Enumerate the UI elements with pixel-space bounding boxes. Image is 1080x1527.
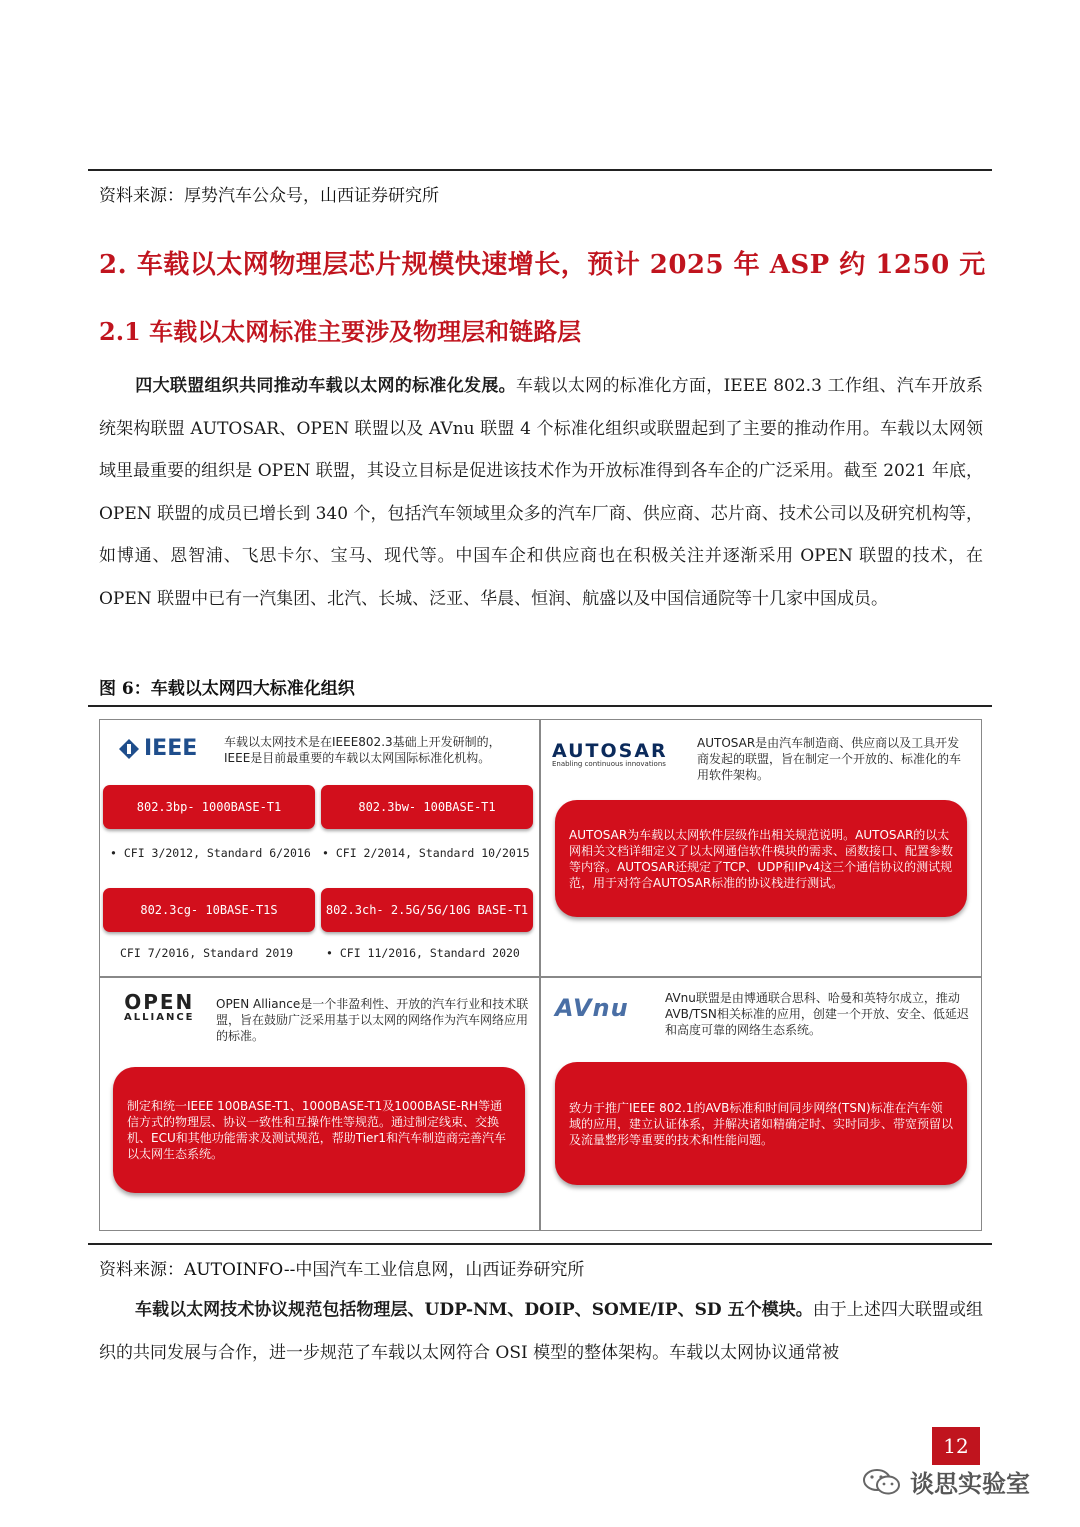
- avnu-description: AVnu联盟是由博通联合思科、哈曼和英特尔成立，推动AVB/TSN相关标准的应用，创建一个开放、安全、低延迟和高度可靠的网络生态系统。: [665, 991, 969, 1037]
- figure-top-rule: [88, 705, 992, 707]
- ieee-note-802-3bp: • CFI 3/2012, Standard 6/2016: [110, 846, 311, 860]
- paragraph-2-body: 由于上述四大联盟或组织的共同发展与合作，进一步规范了车载以太网符合 OSI 模型的整体架构。车载以太网协议通常被: [99, 1300, 983, 1363]
- open-alliance-description: OPEN Alliance是一个非盈利性、开放的汽车行业和技术联盟，旨在鼓励广泛采用基于以太网的网络作为汽车网络应用的标准。: [216, 997, 529, 1043]
- source-note-bottom: 资料来源：AUTOINFO--中国汽车工业信息网，山西证券研究所: [99, 1260, 585, 1280]
- ieee-diamond-icon: [118, 738, 140, 760]
- ieee-note-802-3ch: • CFI 11/2016, Standard 2020: [326, 946, 520, 960]
- paragraph-1-body: 车载以太网的标准化方面，IEEE 802.3 工作组、汽车开放系统架构联盟 AUTOSAR、OPEN 联盟以及 AVnu 联盟 4 个标准化组织或联盟起到了主要的推动作用。车载以太网领域里最重要的组织是 OPEN 联盟，其设立目标是促进该技术作为开放标准得到各车企的广泛采用。截至 2021 年底，OPEN 联盟的成员已增长到 340 个，包括汽车领域里众多的汽车厂商、供应商、芯片商、技术公司以及研究机构等，如博通、恩智浦、飞思卡尔、宝马、现代等。中国车企和供应商也在积极关注并逐渐采用 OPEN 联盟的技术，在 OPEN 联盟中已有一汽集团、北汽、长城、泛亚、华晨、恒润、航盛以及中国信通院等十几家中国成员。: [99, 376, 984, 609]
- open-alliance-box: 制定和统一IEEE 100BASE-T1、1000BASE-T1及1000BASE-RH等通信方式的物理层、协议一致性和互操作性等规范。通过制定线束、交换机、ECU和其他功能需求及测试规范，帮助Tier1和汽车制造商完善汽车以太网生态系统。: [113, 1067, 525, 1193]
- watermark-text: 谈思实验室: [910, 1470, 1030, 1498]
- ieee-logo: [118, 736, 197, 761]
- ieee-pill-802-3cg: 802.3cg- 10BASE-T1S: [103, 888, 315, 932]
- figure-horizontal-divider: [100, 976, 981, 978]
- ieee-note-802-3cg: CFI 7/2016, Standard 2019: [120, 946, 294, 960]
- ieee-note-802-3bw: • CFI 2/2014, Standard 10/2015: [322, 846, 530, 860]
- watermark: [862, 1464, 1030, 1499]
- paragraph-1: [99, 365, 983, 620]
- figure-vertical-divider: [539, 720, 541, 1230]
- ieee-pill-802-3ch: 802.3ch- 2.5G/5G/10G BASE-T1: [321, 888, 533, 932]
- avnu-logo-text: AVnu: [555, 994, 629, 1022]
- source-note-top: 资料来源：厚势汽车公众号，山西证券研究所: [99, 186, 439, 206]
- paragraph-2: [99, 1289, 983, 1374]
- ieee-pill-802-3bp: 802.3bp- 1000BASE-T1: [103, 785, 315, 829]
- paragraph-1-lead: 四大联盟组织共同推动车载以太网的标准化发展。: [135, 376, 516, 396]
- ieee-pill-802-3bw: 802.3bw- 100BASE-T1: [321, 785, 533, 829]
- open-logo-line1: OPEN: [124, 990, 195, 1014]
- top-rule: [88, 169, 992, 171]
- section-heading: 2. 车载以太网物理层芯片规模快速增长，预计 2025 年 ASP 约 1250 元: [99, 250, 986, 280]
- autosar-box: AUTOSAR为车载以太网软件层级作出相关规范说明。AUTOSAR的以太网相关文档详细定义了以太网通信软件模块的需求、函数接口、配置参数等内容。AUTOSAR还规定了TCP、UDP和IPv4这三个通信协议的测试规范，用于对符合AUTOSAR标准的协议栈进行测试。: [555, 800, 967, 917]
- autosar-logo: [552, 740, 668, 768]
- autosar-logo-text: AUTOSAR: [552, 740, 668, 762]
- open-logo-line2: ALLIANCE: [124, 1012, 195, 1023]
- page-number: 12: [932, 1427, 980, 1465]
- avnu-logo: [555, 994, 629, 1022]
- ieee-logo-text: IEEE: [144, 736, 198, 761]
- paragraph-2-lead: 车载以太网技术协议规范包括物理层、UDP-NM、DOIP、SOME/IP、SD 五个模块。: [135, 1300, 813, 1320]
- subsection-heading: 2.1 车载以太网标准主要涉及物理层和链路层: [99, 317, 582, 346]
- figure-bottom-rule: [88, 1243, 992, 1245]
- figure-panel: [99, 719, 982, 1231]
- avnu-box: 致力于推广IEEE 802.1的AVB标准和时间同步网络(TSN)标准在汽车领域的应用，建立认证体系，并解决诸如精确定时、实时同步、带宽预留以及流量整形等重要的技术和性能问题。: [555, 1062, 967, 1185]
- ieee-description: 车载以太网技术是在IEEE802.3基础上开发研制的，IEEE是目前最重要的车载以太网国际标准化机构。: [224, 735, 501, 765]
- autosar-tagline: Enabling continuous innovations: [552, 760, 666, 768]
- figure-caption: 图 6：车载以太网四大标准化组织: [99, 679, 355, 699]
- open-alliance-logo: [124, 992, 194, 1023]
- autosar-description: AUTOSAR是由汽车制造商、供应商以及工具开发商发起的联盟，旨在制定一个开放的、标准化的车用软件架构。: [697, 736, 962, 782]
- wechat-icon: [862, 1467, 902, 1497]
